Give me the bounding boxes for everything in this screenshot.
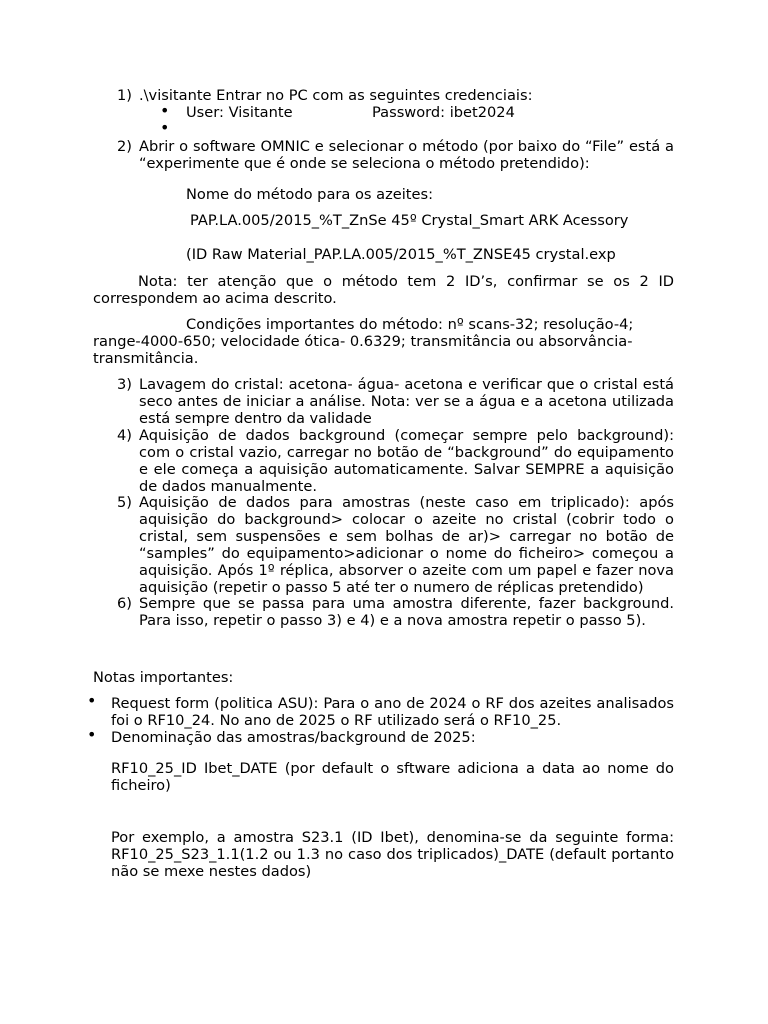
step-6-text: Sempre que se passa para uma amostra diferente, fazer background. Para isso, repetir o passo 3) e 4) e a nova amostra repetir o passo 5). — [139, 595, 674, 629]
step-1-text: .\visitante Entrar no PC com as seguintes credenciais: — [139, 87, 533, 104]
note-item-2: Denominação das amostras/background de 2025: — [111, 729, 476, 746]
step-2-number: 2) — [117, 138, 132, 155]
credentials-password: Password: ibet2024 — [372, 104, 515, 121]
step-1-number: 1) — [117, 87, 132, 104]
step-5-number: 5) — [117, 494, 132, 511]
bullet-icon: • — [87, 725, 97, 744]
step-4-text: Aquisição de dados background (começar sempre pelo background): com o cristal vazio, carregar no botão de “background” do equipamento e ele começa a aquisição automaticamente. Salvar SEMPRE a aquisição de dados manualmente. — [139, 427, 674, 495]
step-4-number: 4) — [117, 427, 132, 444]
step-2-text: Abrir o software OMNIC e selecionar o método (por baixo do “File” está a “experimente que é onde se seleciona o método pretendido): — [139, 138, 674, 172]
step-3-number: 3) — [117, 376, 132, 393]
step-3-text: Lavagem do cristal: acetona- água- acetona e verificar que o cristal está seco antes de iniciar a análise. Nota: ver se a água e a acetona utilizada está sempre dentro da validade — [139, 376, 674, 427]
bullet-icon: • — [160, 118, 170, 137]
method-label: Nome do método para os azeites: — [186, 186, 434, 203]
sample-name-format: RF10_25_ID Ibet_DATE (por default o sftware adiciona a data ao nome do ficheiro) — [111, 760, 674, 794]
step-5-text: Aquisição de dados para amostras (neste caso em triplicado): após aquisição do background> colocar o azeite no cristal (cobrir todo o cristal, sem suspensões e sem bolhas de ar)> carregar no botão de “samples” do equipamento>adicionar o nome do ficheiro> começou a aquisição. Após 1º réplica, absorver o azeite com um papel e fazer nova aquisição (repetir o passo 5 até ter o numero de réplicas pretendido) — [139, 494, 674, 596]
step-6-number: 6) — [117, 595, 132, 612]
bullet-icon: • — [87, 691, 97, 710]
sample-name-example: Por exemplo, a amostra S23.1 (ID Ibet), denomina-se da seguinte forma: RF10_25_S23_1.1(1.2 ou 1.3 no caso dos triplicados)_DATE (default portanto não se mexe nestes dados) — [111, 829, 674, 880]
method-conditions: Condições importantes do método: nº scans-32; resolução-4; range-4000-650; velocidade ótica- 0.6329; transmitância ou absorvância-transmitância. — [93, 316, 634, 367]
method-id: (ID Raw Material_PAP.LA.005/2015_%T_ZNSE45 crystal.exp — [186, 246, 616, 263]
method-note: Nota: ter atenção que o método tem 2 ID’s, confirmar se os 2 ID correspondem ao acima descrito. — [93, 273, 674, 307]
bullet-icon: • — [160, 101, 170, 120]
credentials-user: User: Visitante — [186, 104, 293, 121]
notes-heading: Notas importantes: — [93, 669, 234, 686]
method-name: PAP.LA.005/2015_%T_ZnSe 45º Crystal_Smart ARK Acessory — [190, 212, 629, 229]
note-item-1: Request form (politica ASU): Para o ano de 2024 o RF dos azeites analisados foi o RF10_24. No ano de 2025 o RF utilizado será o RF10_25. — [111, 695, 674, 729]
